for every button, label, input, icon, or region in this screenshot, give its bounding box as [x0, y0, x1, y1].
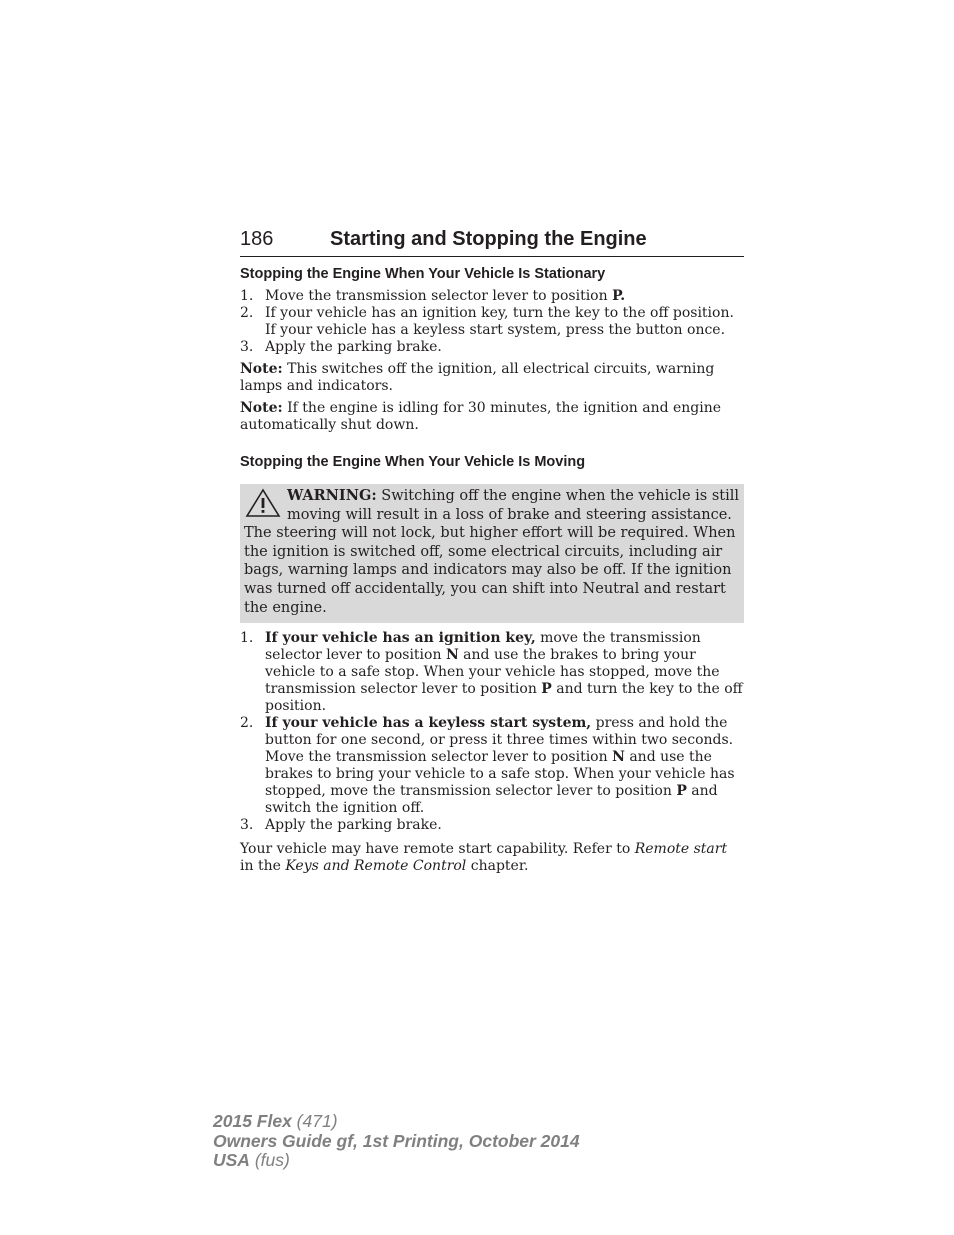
- page-header: [240, 228, 744, 257]
- list-item: 1. Move the transmission selector lever to position P.: [240, 288, 626, 304]
- page-footer: [213, 1112, 580, 1171]
- footer-line-guide: Owners Guide gf, 1st Printing, October 2014: [213, 1130, 580, 1151]
- list-item: 3. Apply the parking brake.: [240, 817, 442, 834]
- warning-box: [240, 484, 744, 623]
- list-item: 2. If your vehicle has an ignition key, turn the key to the off position. If your vehicle has a keyless start system, press the button once.: [240, 305, 734, 338]
- footer-line-model: 2015 Flex (471): [213, 1111, 338, 1131]
- page-number: 186: [240, 228, 274, 250]
- note-ignition-off: Note: This switches off the ignition, all electrical circuits, warning lamps and indicators.: [240, 361, 715, 394]
- chapter-title: Starting and Stopping the Engine: [330, 228, 647, 250]
- warning-triangle-icon: [244, 487, 282, 519]
- page-content: [240, 228, 744, 875]
- remote-start-paragraph: Your vehicle may have remote start capability. Refer to Remote start in the Keys and Remote Control chapter.: [240, 841, 728, 875]
- list-item: 1. If your vehicle has an ignition key, move the transmission selector lever to position N and use the brakes to bring your vehicle to a safe stop. When your vehicle has stopped, move the transmission selector lever to position P and turn the key to the off position.: [240, 630, 743, 715]
- list-item: 3. Apply the parking brake.: [240, 339, 442, 355]
- warning-label: WARNING:: [287, 487, 377, 504]
- section-heading-stationary: Stopping the Engine When Your Vehicle Is Stationary: [240, 266, 606, 282]
- list-item: 2. If your vehicle has a keyless start system, press and hold the button for one second, or press it three times within two seconds. Move the transmission selector lever to position N and use the brakes to bring your vehicle to a safe stop. When your vehicle has stopped, move the transmission selector lever to position P and switch the ignition off.: [240, 715, 735, 817]
- note-idle-shutdown: Note: If the engine is idling for 30 minutes, the ignition and engine automatically shut down.: [240, 400, 722, 433]
- warning-text: Switching off the engine when the vehicle is still moving will result in a loss of brake and steering assistance. The steering will not lock, but higher effort will be required. When the ignition is switched off, some electrical circuits, including air bags, warning lamps and indicators may also be off. If the ignition was turned off accidentally, you can shift into Neutral and restart the engine.: [244, 488, 739, 616]
- section-heading-moving: Stopping the Engine When Your Vehicle Is Moving: [240, 454, 586, 470]
- steps-moving: [240, 630, 744, 834]
- steps-stationary: [240, 288, 744, 356]
- footer-line-market: USA (fus): [213, 1150, 290, 1170]
